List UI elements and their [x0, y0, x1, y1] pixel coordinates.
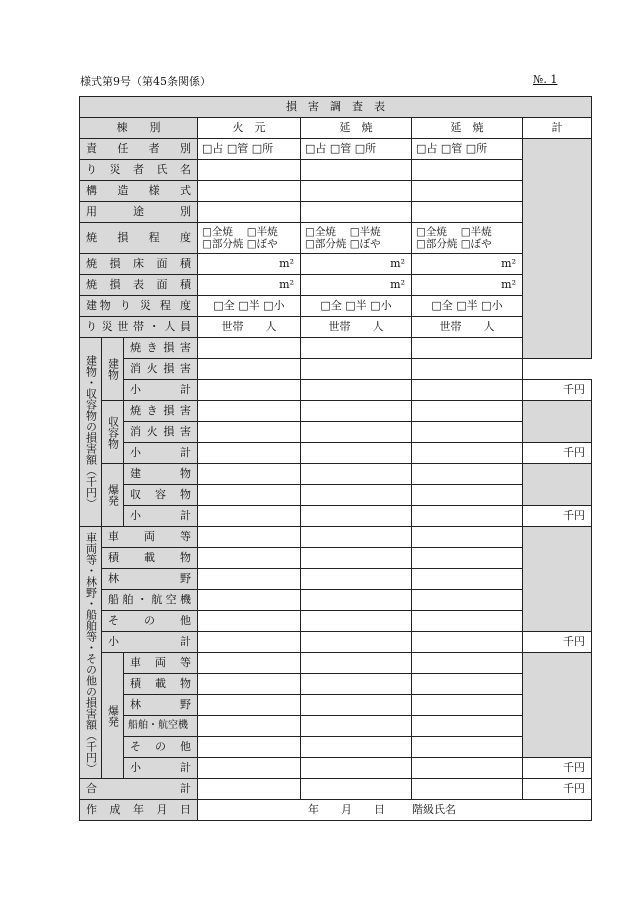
amount-field[interactable]	[412, 674, 523, 695]
row-label-burn-damage: 焼 き 損 害	[124, 401, 198, 422]
subtotal-unit: 千円	[523, 632, 592, 653]
amount-field[interactable]	[301, 674, 412, 695]
households-field[interactable]: 世帯 人	[198, 317, 301, 338]
amount-field[interactable]	[301, 422, 412, 443]
amount-field[interactable]	[301, 569, 412, 590]
burn-degree-checkbox-origin[interactable]: □全焼 □半焼 □部分焼 □ぼや	[198, 223, 301, 254]
amount-field[interactable]	[301, 401, 412, 422]
form-number: №. 1	[533, 73, 558, 86]
amount-field[interactable]	[198, 506, 301, 527]
amount-field[interactable]	[412, 443, 523, 464]
section-label-other-damage: 車両等・林野・船舶等・その他の損害額（千円）	[80, 527, 102, 779]
row-label-forest: 林 野	[102, 569, 198, 590]
amount-field[interactable]	[301, 758, 412, 779]
amount-field[interactable]	[301, 779, 412, 800]
spread-col-header-1: 延 焼	[301, 118, 412, 139]
row-label-surface-area: 焼 損 表 面 積	[80, 275, 198, 296]
amount-field[interactable]	[412, 632, 523, 653]
amount-field[interactable]	[412, 569, 523, 590]
amount-field[interactable]	[301, 611, 412, 632]
amount-field[interactable]	[301, 695, 412, 716]
row-label-fire-damage: 消 火 損 害	[124, 359, 198, 380]
damage-survey-table	[79, 96, 592, 821]
amount-field[interactable]	[198, 716, 301, 737]
row-label-grand-total: 合 計	[80, 779, 198, 800]
row-label-fire-damage: 消 火 損 害	[124, 422, 198, 443]
households-field[interactable]: 世帯 人	[412, 317, 523, 338]
row-label-burn-damage: 焼 き 損 害	[124, 338, 198, 359]
total-shaded-area	[523, 653, 592, 758]
row-label-explosion-contents: 収 容 物	[124, 485, 198, 506]
amount-field[interactable]	[198, 590, 301, 611]
amount-field[interactable]	[412, 548, 523, 569]
amount-field[interactable]	[412, 401, 523, 422]
amount-field[interactable]	[301, 485, 412, 506]
amount-field[interactable]	[301, 548, 412, 569]
amount-field[interactable]	[412, 737, 523, 758]
total-shaded-area	[523, 464, 592, 506]
burn-degree-checkbox-spread-2[interactable]: □全焼 □半焼 □部分焼 □ぼや	[412, 223, 523, 254]
amount-field[interactable]	[198, 632, 301, 653]
amount-field[interactable]	[198, 485, 301, 506]
victim-name-field[interactable]	[198, 160, 301, 181]
surface-area-field[interactable]: m²	[301, 275, 412, 296]
victim-name-field[interactable]	[301, 160, 412, 181]
amount-field[interactable]	[198, 779, 301, 800]
row-label-responsible: 責 任 者 別	[80, 139, 198, 160]
amount-field[interactable]	[412, 779, 523, 800]
subtotal-unit: 千円	[523, 758, 592, 779]
row-label-other: そ の 他	[102, 611, 198, 632]
row-label-subtotal: 小 計	[124, 380, 198, 401]
floor-area-field[interactable]: m²	[412, 254, 523, 275]
amount-field[interactable]	[301, 443, 412, 464]
amount-field[interactable]	[301, 716, 412, 737]
building-degree-checkbox[interactable]: □全 □半 □小	[301, 296, 412, 317]
responsible-checkbox-spread-2[interactable]: □占 □管 □所	[412, 139, 523, 160]
rank-name-label: 階級氏名	[412, 803, 456, 816]
amount-field[interactable]	[198, 653, 301, 674]
amount-field[interactable]	[198, 737, 301, 758]
row-label-households: り災世帯・人員	[80, 317, 198, 338]
amount-field[interactable]	[301, 737, 412, 758]
amount-field[interactable]	[412, 527, 523, 548]
total-shaded-area	[523, 401, 592, 443]
amount-field[interactable]	[198, 548, 301, 569]
total-shaded-area	[523, 527, 592, 632]
amount-field[interactable]	[301, 338, 412, 359]
origin-col-header: 火 元	[198, 118, 301, 139]
amount-field[interactable]	[198, 422, 301, 443]
row-label-building-degree: 建物 り 災 程 度	[80, 296, 198, 317]
amount-field[interactable]	[301, 632, 412, 653]
amount-field[interactable]	[198, 569, 301, 590]
table-title: 損 害 調 査 表	[80, 97, 592, 118]
amount-field[interactable]	[412, 380, 523, 401]
group-label-contents: 収容物	[102, 401, 124, 464]
amount-field[interactable]	[412, 464, 523, 485]
floor-area-field[interactable]: m²	[301, 254, 412, 275]
amount-field[interactable]	[301, 527, 412, 548]
usage-field[interactable]	[198, 202, 301, 223]
row-label-structure: 構 造 様 式	[80, 181, 198, 202]
creation-date-field[interactable]	[198, 800, 592, 821]
burn-degree-checkbox-spread-1[interactable]: □全焼 □半焼 □部分焼 □ぼや	[301, 223, 412, 254]
subtotal-unit: 千円	[523, 380, 592, 401]
row-label-subtotal: 小 計	[102, 632, 198, 653]
amount-field[interactable]	[198, 758, 301, 779]
amount-field[interactable]	[198, 401, 301, 422]
responsible-checkbox-spread-1[interactable]: □占 □管 □所	[301, 139, 412, 160]
usage-field[interactable]	[412, 202, 523, 223]
building-degree-checkbox[interactable]: □全 □半 □小	[412, 296, 523, 317]
row-label-ship-aircraft: 船舶・航空機	[102, 590, 198, 611]
row-label-explosion-ship: 船舶・航空機	[124, 716, 198, 737]
victim-name-field[interactable]	[412, 160, 523, 181]
amount-field[interactable]	[412, 695, 523, 716]
row-label-floor-area: 焼 損 床 面 積	[80, 254, 198, 275]
amount-field[interactable]	[412, 506, 523, 527]
amount-field[interactable]	[198, 695, 301, 716]
amount-field[interactable]	[198, 359, 301, 380]
usage-field[interactable]	[301, 202, 412, 223]
amount-field[interactable]	[198, 611, 301, 632]
section-label-building-damage: 建物・収容物の損害額（千円）	[80, 338, 102, 527]
form-reference: 様式第9号（第45条関係）	[80, 75, 211, 88]
total-shaded-area	[523, 139, 592, 359]
group-label-building: 建物	[102, 338, 124, 401]
row-label-subtotal: 小 計	[124, 758, 198, 779]
structure-field[interactable]	[301, 181, 412, 202]
row-label-explosion-vehicles: 車 両 等	[124, 653, 198, 674]
spread-col-header-2: 延 焼	[412, 118, 523, 139]
row-label-explosion-other: そ の 他	[124, 737, 198, 758]
amount-field[interactable]	[412, 359, 523, 380]
structure-field[interactable]	[198, 181, 301, 202]
row-label-victim-name: り 災 者 氏 名	[80, 160, 198, 181]
amount-field[interactable]	[412, 758, 523, 779]
amount-field[interactable]	[301, 464, 412, 485]
amount-field[interactable]	[198, 674, 301, 695]
group-label-explosion: 爆発	[102, 653, 124, 779]
row-label-subtotal: 小 計	[124, 443, 198, 464]
subtotal-unit: 千円	[523, 443, 592, 464]
amount-field[interactable]	[301, 380, 412, 401]
row-label-burn-degree: 焼 損 程 度	[80, 223, 198, 254]
date-fields: 年 月 日	[308, 803, 385, 816]
total-col-header: 計	[523, 118, 592, 139]
amount-field[interactable]	[301, 653, 412, 674]
responsible-checkbox-origin[interactable]: □占 □管 □所	[198, 139, 301, 160]
amount-field[interactable]	[301, 506, 412, 527]
amount-field[interactable]	[412, 611, 523, 632]
households-field[interactable]: 世帯 人	[301, 317, 412, 338]
building-degree-checkbox[interactable]: □全 □半 □小	[198, 296, 301, 317]
row-label-vehicles: 車 両 等	[102, 527, 198, 548]
amount-field[interactable]	[198, 527, 301, 548]
amount-field[interactable]	[412, 590, 523, 611]
amount-field[interactable]	[412, 422, 523, 443]
row-label-cargo: 積 載 物	[102, 548, 198, 569]
amount-field[interactable]	[412, 338, 523, 359]
amount-field[interactable]	[412, 485, 523, 506]
group-label-explosion: 爆発	[102, 464, 124, 527]
amount-field[interactable]	[198, 380, 301, 401]
surface-area-field[interactable]: m²	[412, 275, 523, 296]
amount-field[interactable]	[301, 590, 412, 611]
row-label-usage: 用 途 別	[80, 202, 198, 223]
floor-area-field[interactable]: m²	[198, 254, 301, 275]
amount-field[interactable]	[198, 338, 301, 359]
amount-field[interactable]	[198, 464, 301, 485]
row-label-creation-date: 作 成 年 月 日	[80, 800, 198, 821]
grand-total-unit: 千円	[523, 779, 592, 800]
row-label-explosion-forest: 林 野	[124, 695, 198, 716]
surface-area-field[interactable]: m²	[198, 275, 301, 296]
row-label-subtotal: 小 計	[124, 506, 198, 527]
amount-field[interactable]	[412, 716, 523, 737]
amount-field[interactable]	[301, 359, 412, 380]
structure-field[interactable]	[412, 181, 523, 202]
row-label-explosion-building: 建 物	[124, 464, 198, 485]
amount-field[interactable]	[198, 443, 301, 464]
row-label-explosion-cargo: 積 載 物	[124, 674, 198, 695]
building-col-header: 棟 別	[80, 118, 198, 139]
subtotal-unit: 千円	[523, 506, 592, 527]
amount-field[interactable]	[412, 653, 523, 674]
